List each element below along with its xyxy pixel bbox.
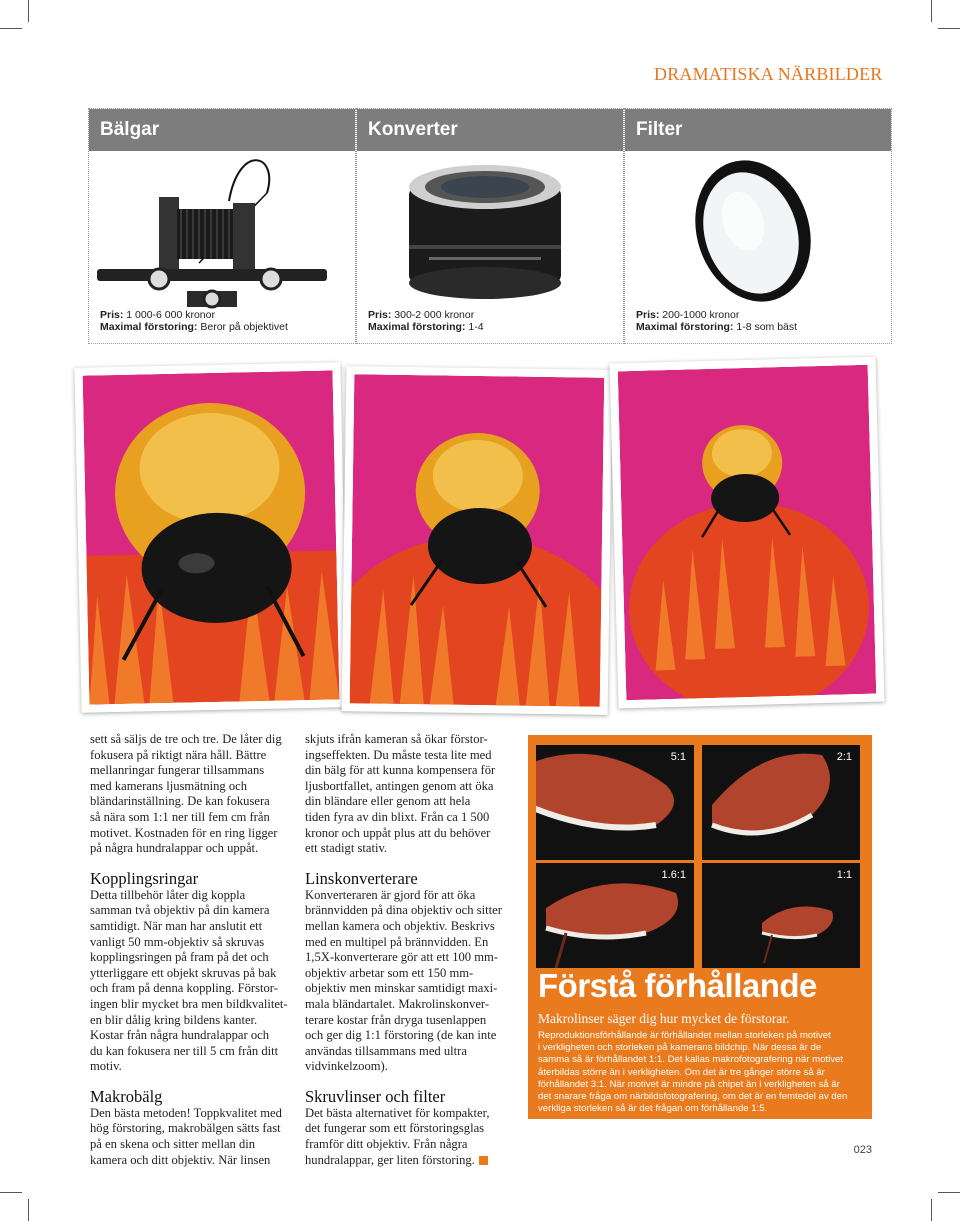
text-line: Detta tillbehör låter dig koppla — [90, 887, 246, 902]
text-line: bländarinställning. De kan fokusera — [90, 794, 270, 809]
text-line: objektiv men minskar samtidigt maxi- — [305, 981, 498, 996]
bee-photo-large — [74, 362, 347, 712]
text-line: med en multipel på brännvidden. En — [305, 934, 489, 949]
text-line: du kan fokusera ner till 5 cm från ditt — [90, 1043, 279, 1058]
text-line: och ger dig 1:1 förstoring (de kan inte — [305, 1028, 497, 1043]
text-line: ljusbortfallet, antingen genom att öka — [305, 778, 494, 793]
product-specs — [636, 309, 797, 333]
price-label: Pris: — [100, 309, 124, 321]
bellows-image — [89, 153, 355, 313]
product-title: Konverter — [357, 109, 623, 151]
intro-paragraph — [90, 732, 295, 857]
text-line: med kamerans ljusmätning och — [90, 778, 248, 793]
text-line: kopplingsringen på fram på det och — [90, 950, 269, 965]
ratio-label: 1.6:1 — [661, 869, 686, 881]
bee-photo-medium — [342, 366, 613, 715]
ratio-label: 1:1 — [836, 869, 852, 881]
text-line: hög förstoring, makrobälgen sätts fast — [90, 1121, 281, 1136]
text-line: sett så säljs de tre och tre. De låter dig — [90, 732, 282, 746]
leaf-thumb-1-1 — [702, 863, 860, 968]
product-title: Bälgar — [89, 109, 355, 151]
text-line: ingseffekten. Du måste testa lite med — [305, 747, 492, 762]
text-line: Den bästa metoden! Toppkvalitet med — [90, 1105, 282, 1120]
product-card-filter — [624, 108, 892, 344]
text-line: Det bästa alternativet för kompakter, — [305, 1105, 490, 1120]
product-specs — [368, 309, 484, 333]
price-label: Pris: — [636, 309, 660, 321]
text-line: på några hundralappar och uppåt. — [90, 841, 259, 856]
magnification-label: Maximal förstoring: — [636, 321, 734, 333]
text-line: kamera och ditt objektiv. När linsen — [90, 1152, 271, 1167]
crop-mark — [931, 1199, 932, 1221]
crop-mark — [938, 1192, 960, 1193]
text-line: motivet. Kostnaden för en ring ligger — [90, 825, 278, 840]
section-title: DRAMATISKA NÄRBILDER — [654, 64, 883, 84]
text-line: framför ditt objektiv. Från några — [305, 1137, 468, 1152]
text-line: Reproduktionsförhållande är förhållandet mellan storleken på motivet — [538, 1030, 831, 1041]
text-line: ingen blir mycket bra men bildkvalitet- — [90, 996, 288, 1011]
text-line: i verkligheten och storleken på kamerans bildchip. När dessa är de — [538, 1042, 822, 1054]
product-title: Filter — [625, 109, 891, 151]
body-paragraph — [305, 888, 515, 1075]
magnification-value: Beror på objektivet — [197, 321, 288, 333]
leaf-thumb-1-6-1 — [536, 863, 694, 968]
magnification-label: Maximal förstoring: — [100, 321, 198, 333]
crop-mark — [931, 0, 932, 22]
body-paragraph — [90, 888, 295, 1075]
page-number: 023 — [853, 1144, 872, 1156]
text-line: terare kostar från dryga tusenlappen — [305, 1012, 487, 1027]
filter-image — [625, 153, 891, 313]
text-line: förhållandet 3:1. När motivet är mindre på chipet än i verkligheten så är — [538, 1078, 840, 1090]
text-line: vidvinkelzoom). — [305, 1059, 388, 1074]
price-value: 300-2 000 kronor — [391, 309, 475, 321]
teleconverter-image — [357, 153, 623, 313]
price-label: Pris: — [368, 309, 392, 321]
text-line: återbildas större än i verkligheten. Om det är tre gånger större så är — [538, 1066, 825, 1078]
text-line: 1,5X-konverterare gör att ett 100 mm- — [305, 950, 499, 965]
text-line: en blir dålig kring bildens kanter. — [90, 1012, 258, 1027]
ratio-label: 5:1 — [670, 751, 686, 763]
crop-mark — [28, 1199, 29, 1221]
text-line: fokusera på riktigt nära håll. Bättre — [90, 747, 267, 762]
text-column-1 — [90, 732, 295, 1168]
text-line: mala bländartalet. Makrolinskonver- — [305, 996, 490, 1011]
text-line: mellan kamera och objektiv. Beskrivs — [305, 918, 495, 933]
text-line: objektiv arbetar som ett 150 mm- — [305, 965, 474, 980]
text-line: tiden fyra av din blixt. Från ca 1 500 — [305, 809, 490, 824]
text-line: Konverteraren är gjord för att öka — [305, 887, 476, 902]
crop-mark — [28, 0, 29, 22]
crop-mark — [0, 1192, 22, 1193]
text-line: samman två objektiv på din kamera — [90, 903, 270, 918]
crop-mark — [938, 28, 960, 29]
leaf-thumb-5-1 — [536, 745, 694, 860]
product-specs — [100, 309, 288, 333]
text-line: det snarare fråga om närbildsfotografering, om det är en femtedel av den — [538, 1091, 848, 1103]
magnification-label: Maximal förstoring: — [368, 321, 466, 333]
text-line: det fungerar som ett förstoringsglas — [305, 1121, 485, 1136]
magnification-value: 1-4 — [465, 321, 484, 333]
text-line: så nära som 1:1 ner till fem cm från — [90, 809, 270, 824]
product-card-converter — [356, 108, 624, 344]
text-line: ett stadigt stativ. — [305, 841, 388, 856]
magnification-value: 1-8 som bäst — [733, 321, 798, 333]
text-line: och fram på denna koppling. Förstor- — [90, 981, 278, 996]
sidebar-body — [538, 1030, 864, 1115]
text-column-2 — [305, 732, 515, 1168]
text-line: ytterliggare ett objekt skruvas på bak — [90, 965, 277, 980]
text-line: skjuts ifrån kameran så ökar förstor- — [305, 732, 488, 746]
ratio-sidebar — [528, 735, 872, 1119]
text-line: brännvidden på dina objektiv och sitter — [305, 903, 502, 918]
product-card-bellows — [88, 108, 356, 344]
text-line: din bälg för att kunna kompensera för — [305, 763, 496, 778]
text-line: kronor och uppåt plus att du behöver — [305, 825, 491, 840]
sidebar-subtitle: Makrolinser säger dig hur mycket de förstorar. — [538, 1011, 790, 1026]
text-line: Kostar från några hundralappar och — [90, 1028, 270, 1043]
text-line: användas tillsammans med ultra — [305, 1043, 467, 1058]
text-line: mellanringar fungerar tillsammans — [90, 763, 265, 778]
body-paragraph — [305, 1106, 515, 1168]
text-line: samma så är förhållandet 1:1. Det kallas makrofotografering när motivet — [538, 1054, 844, 1066]
text-line: motiv. — [90, 1059, 122, 1074]
bee-photo-small — [610, 357, 885, 709]
price-value: 200-1000 kronor — [659, 309, 740, 321]
end-square-icon — [479, 1156, 488, 1165]
subheading-skruvlinser: Skruvlinser och filter — [305, 1086, 446, 1106]
body-paragraph — [90, 1106, 295, 1168]
subheading-linskonverterare: Linskonverterare — [305, 868, 418, 888]
text-line: vanligt 50 mm-objektiv så skruvas — [90, 934, 265, 949]
text-line: samtidigt. När man har anslutit ett — [90, 918, 263, 933]
text-line: verkliga storleken så är det frågan om förhållande 1:5. — [538, 1103, 768, 1115]
text-line: på en skena och sitter mellan din — [90, 1137, 256, 1152]
price-value: 1 000-6 000 kronor — [123, 309, 215, 321]
subheading-makrobalg: Makrobälg — [90, 1086, 163, 1106]
ratio-label: 2:1 — [836, 751, 852, 763]
subheading-kopplingsringar: Kopplingsringar — [90, 868, 199, 888]
text-line: hundralappar, ger liten förstoring. — [305, 1152, 475, 1167]
crop-mark — [0, 28, 22, 29]
sidebar-title: Förstå förhållande — [538, 967, 817, 1004]
intro-paragraph — [305, 732, 515, 857]
leaf-thumb-2-1 — [702, 745, 860, 860]
text-line: din bländare eller genom att hela — [305, 794, 471, 809]
